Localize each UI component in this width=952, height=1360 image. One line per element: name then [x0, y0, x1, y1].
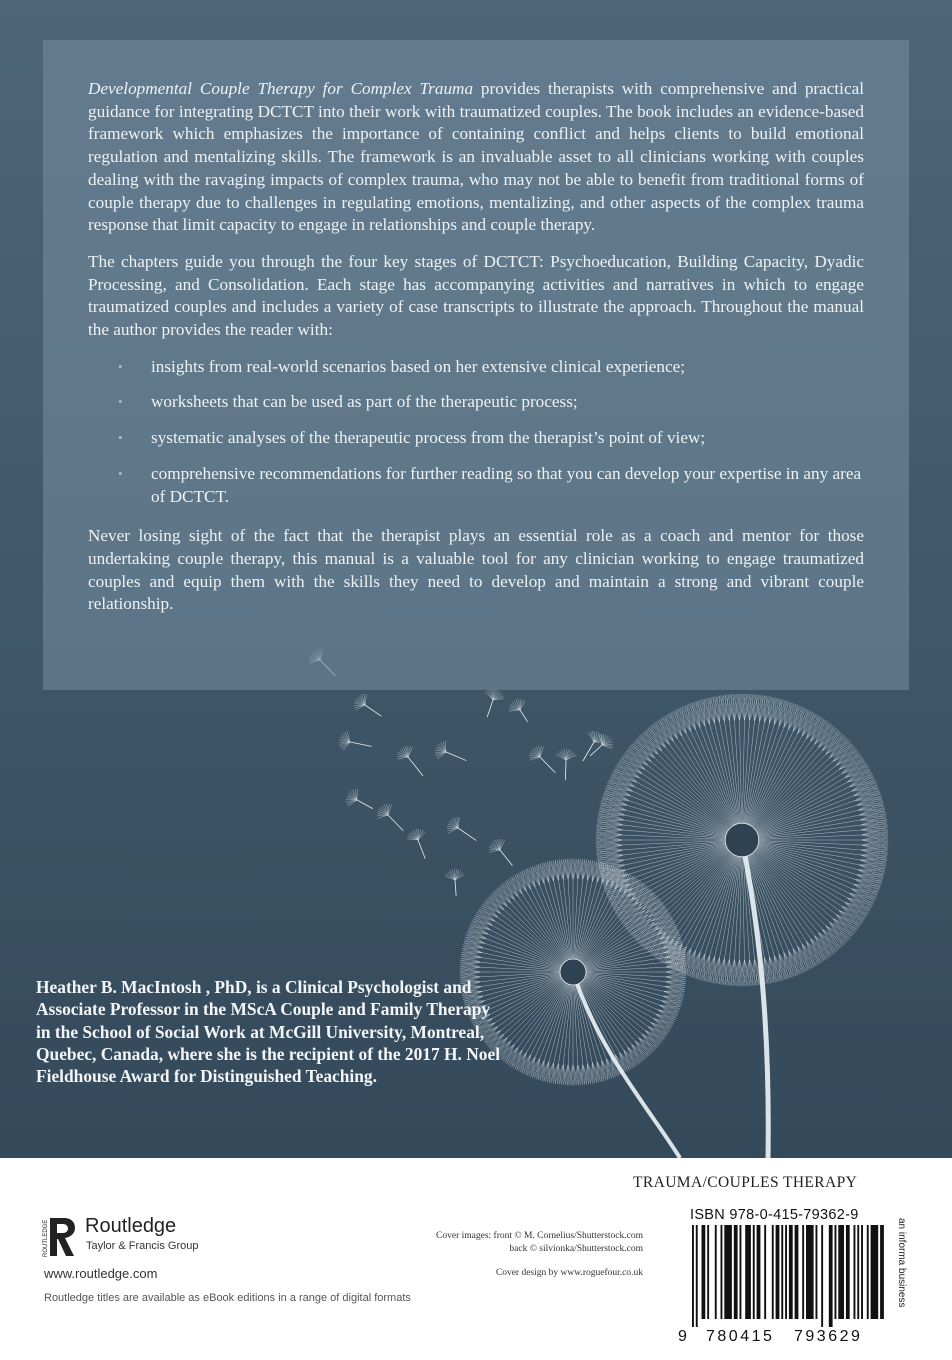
isbn-label: ISBN 978-0-415-79362-9 [690, 1207, 859, 1223]
barcode-bar [781, 1225, 783, 1319]
barcode-bar [838, 1225, 844, 1319]
barcode-bar [821, 1225, 823, 1327]
barcode-bar [724, 1225, 732, 1319]
barcode-bar [802, 1225, 804, 1319]
category-label: TRAUMA/COUPLES THERAPY [633, 1174, 858, 1191]
cover-footer [0, 1158, 952, 1360]
bullet-icon: • [118, 465, 123, 481]
barcode-bar [772, 1225, 774, 1319]
barcode-bar [776, 1225, 780, 1319]
list-item-text: insights from real-world scenarios based on her extensive clinical experience; [151, 356, 686, 376]
barcode-bar [861, 1225, 863, 1319]
publisher-website-link[interactable]: www.routledge.com [44, 1266, 158, 1281]
barcode-bar [835, 1225, 837, 1319]
barcode-bar [757, 1225, 761, 1319]
floating-seed [339, 731, 372, 750]
barcode-bar [721, 1225, 723, 1319]
floating-seed [447, 817, 476, 840]
list-item-text: comprehensive recommendations for further reading so that you can develop your expertise in any area of DCTCT. [151, 463, 862, 506]
barcode-bar [745, 1225, 751, 1319]
barcode-bar [715, 1225, 717, 1319]
informa-vertical-text [893, 1218, 909, 1348]
floating-seed [590, 734, 613, 756]
publisher-name: Routledge [85, 1215, 177, 1237]
blurb-panel [43, 40, 909, 690]
barcode-bar [696, 1225, 698, 1327]
floating-seed [485, 689, 504, 717]
barcode-bar [764, 1225, 766, 1319]
barcode-digits-left: 780415 [706, 1328, 775, 1345]
informa-label: an informa business [896, 1218, 907, 1308]
blurb-paragraph-1-text: provides therapists with comprehensive and practical guidance for integrating DCTCT into their work with traumatized couples. The book includes an evidence-based framework which emphasizes the importance of containing conflict and helps clients to build emotional regulation and mentalizing skills. The framework is an invaluable asset to all clinicians working with couples dealing with the ravaging impacts of complex trauma, who may not be able to benefit from traditional forms of couple therapy due to challenges in regulating emotions, mentalizing, and other aspects of the complex trauma response that limit capacity to engage in relationships and couple therapy. [88, 79, 864, 235]
list-item [118, 391, 864, 414]
blurb-paragraph-2: The chapters guide you through the four key stages of DCTCT: Psychoeducation, Building Capacity, Dyadic Processing, and Consolidation. Each stage has accompanying activities and narratives in which to engage traumatized couples and includes a variety of case transcripts to illustrate the approach. Throughout the manual the author provides the reader with: [88, 251, 864, 340]
list-item [118, 356, 864, 379]
bullet-icon: • [118, 430, 123, 446]
barcode-bar [734, 1225, 738, 1319]
floating-seed [529, 746, 555, 773]
floating-seed [445, 869, 465, 896]
publisher-group: Taylor & Francis Group [86, 1240, 199, 1252]
list-item-text: worksheets that can be used as part of the therapeutic process; [151, 392, 578, 412]
barcode-bar [871, 1225, 879, 1319]
barcode-digit-lead: 9 [678, 1328, 687, 1345]
barcode-bar [702, 1225, 706, 1319]
barcode-bar [707, 1225, 709, 1319]
bullet-icon: • [118, 358, 123, 374]
barcode-bar [816, 1225, 818, 1319]
isbn-barcode [676, 1225, 891, 1345]
barcode-bar [785, 1225, 787, 1319]
floating-seed [346, 789, 373, 809]
author-bio: Heather B. MacIntosh , PhD, is a Clinical Psychologist and Associate Professor in the MScA Couple and Family Therapy in the School of Social Work at McGill University, Montreal, Quebec, Canada, where she is the recipient of the 2017 H. Noel Fieldhouse Award for Distinguished Teaching. [36, 977, 501, 1087]
barcode-bar [854, 1225, 856, 1319]
barcode-bar [789, 1225, 793, 1319]
cover-image-credits [385, 1230, 643, 1255]
floating-seed [509, 699, 528, 722]
barcode-digits-right: 793629 [794, 1328, 863, 1345]
floating-seed [354, 694, 381, 716]
feature-list [88, 356, 864, 509]
book-title-italic: Developmental Couple Therapy for Complex Trauma [88, 79, 474, 98]
blurb-paragraph-3: Never losing sight of the fact that the therapist plays an essential role as a coach and mentor for those undertaking couple therapy, this manual is a valuable tool for any clinician working to engage traumatized couples and equip them with the skills they need to develop and maintain a strong and vibrant couple relationship. [88, 526, 864, 614]
list-item [118, 427, 864, 450]
barcode-bar [846, 1225, 850, 1319]
barcode-bar [806, 1225, 814, 1319]
credit-line-back: back © silvionka/Shutterstock.com [509, 1243, 643, 1254]
barcode-bar [880, 1225, 884, 1319]
barcode-bar [740, 1225, 742, 1319]
floating-seed [407, 829, 425, 859]
floating-seed [489, 839, 512, 866]
barcode-bar [795, 1225, 799, 1319]
barcode-bar [857, 1225, 859, 1319]
blurb-paragraph-1 [88, 78, 864, 237]
barcode-bar [867, 1225, 869, 1319]
cover-design-credit: Cover design by www.roguefour.co.uk [495, 1268, 643, 1278]
svg-text:ROUTLEDGE: ROUTLEDGE [43, 1219, 49, 1257]
floating-seed [435, 741, 466, 761]
floating-seed [377, 804, 403, 831]
floating-seed [556, 749, 576, 780]
bullet-icon: • [118, 394, 123, 410]
list-item-text: systematic analyses of the therapeutic process from the therapist’s point of view; [151, 428, 706, 448]
ebook-note: Routledge titles are available as eBook editions in a range of digital formats [44, 1292, 411, 1304]
barcode-bar [753, 1225, 755, 1319]
routledge-logo-icon [44, 1216, 78, 1258]
credit-line-front: Cover images: front © M. Cornelius/Shutterstock.com [436, 1231, 643, 1241]
barcode-bar [829, 1225, 833, 1327]
barcode-bar [692, 1225, 694, 1327]
list-item [118, 463, 864, 508]
floating-seed [397, 746, 423, 776]
